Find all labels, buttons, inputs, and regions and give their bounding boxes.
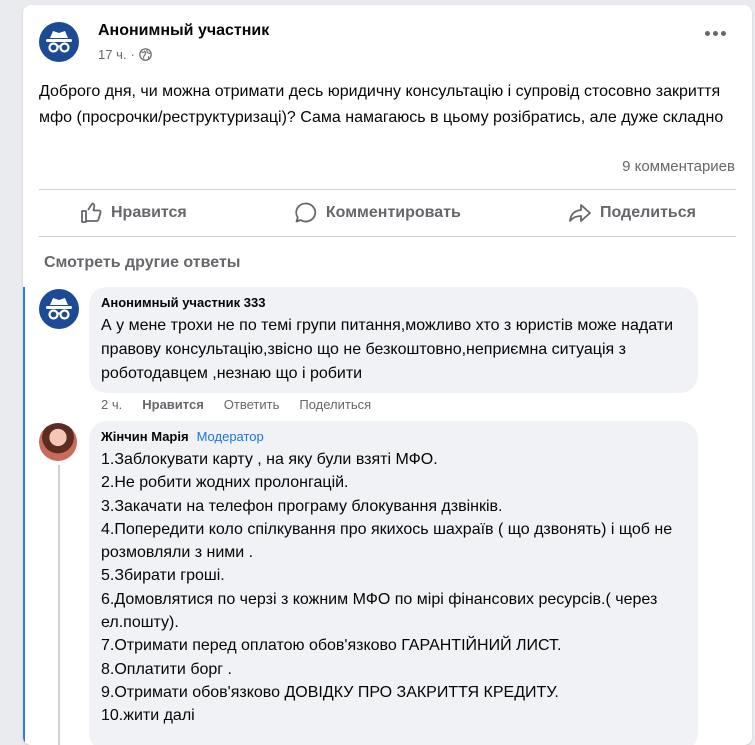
comment-label: Комментировать — [325, 204, 461, 221]
more-options-icon[interactable] — [705, 31, 726, 36]
list-item: 4.Попередити коло спілкування про якихось шахраїв ( що дзвонять) і щоб не розмовляли з ними . — [101, 520, 673, 562]
comment-time[interactable]: 2 ч. — [101, 397, 123, 412]
list-item: 9.Отримати обов'язково ДОВІДКУ ПРО ЗАКРИТТЯ КРЕДИТУ. — [101, 683, 559, 701]
incognito-icon — [45, 30, 73, 54]
user-avatar[interactable] — [39, 423, 77, 461]
incognito-icon — [45, 297, 73, 321]
list-item: 3.Закачати на телефон програму блокування дзвінків. — [101, 497, 503, 515]
comment-button[interactable] — [254, 201, 501, 225]
post-text: Доброго дня, чи можна отримати десь юридичну консультацію і супровід стосовно закриття мфо (просрочки/реструктуризаці)? Сама намагаюсь в цьому розібратись, але дуже складно — [39, 83, 724, 126]
reply-author[interactable]: Жінчин Марія — [101, 429, 189, 444]
see-more-replies-link[interactable]: Смотреть другие ответы — [44, 254, 241, 271]
comment-share-link[interactable]: Поделиться — [299, 397, 372, 412]
list-item: 2.Не робити жодних пролонгацій. — [101, 474, 349, 492]
globe-icon — [139, 48, 152, 61]
list-item: 10.жити далі — [101, 707, 195, 725]
share-button[interactable] — [528, 201, 736, 225]
list-item: 6.Домовлятися по черзі з кожним МФО по мірі фінансових ресурсів.( через ел.пошту). — [101, 590, 658, 632]
comment-author[interactable]: Анонимный участник 333 — [101, 295, 266, 310]
list-item: 8.Оплатити борг . — [101, 660, 232, 678]
comment-anonymous-avatar[interactable] — [39, 289, 79, 329]
reply-bubble — [89, 421, 698, 745]
reply-text — [101, 448, 686, 728]
post-author[interactable]: Анонимный участник — [98, 22, 270, 39]
comment-icon — [294, 201, 318, 225]
post-card — [23, 5, 752, 745]
moderator-badge: Модератор — [196, 429, 264, 444]
like-button[interactable] — [39, 201, 227, 225]
reply-author-row — [101, 429, 686, 444]
comment-text: А у мене трохи не по темі групи питання,можливо хто з юристів може надати правову консультацію,звісно що не безкоштовно,неприємна ситуація з роботодавцем ,незнаю що і робити — [101, 317, 673, 382]
post-actions — [39, 189, 736, 237]
thread-line — [23, 287, 25, 745]
list-item: 7.Отримати перед оплатою обов'язково ГАРАНТІЙНИЙ ЛИСТ. — [101, 637, 562, 655]
post-meta — [98, 47, 152, 62]
share-label: Поделиться — [599, 204, 696, 221]
comment-actions — [101, 397, 371, 412]
comment-reply-link[interactable]: Ответить — [223, 397, 280, 412]
comments-count[interactable]: 9 комментариев — [622, 158, 735, 175]
meta-separator: · — [130, 47, 135, 62]
list-item: 5.Збирати гроші. — [101, 567, 225, 585]
share-icon — [568, 201, 592, 225]
anonymous-avatar[interactable] — [39, 22, 79, 62]
comment-bubble — [89, 287, 698, 393]
like-label: Нравится — [111, 204, 187, 221]
thumbs-up-icon — [79, 201, 103, 225]
reply-thread-line — [58, 465, 60, 745]
post-time[interactable]: 17 ч. — [98, 47, 127, 62]
comment-like-link[interactable]: Нравится — [142, 397, 204, 412]
list-item: 1.Заблокувати карту , на яку були взяті МФО. — [101, 451, 438, 468]
